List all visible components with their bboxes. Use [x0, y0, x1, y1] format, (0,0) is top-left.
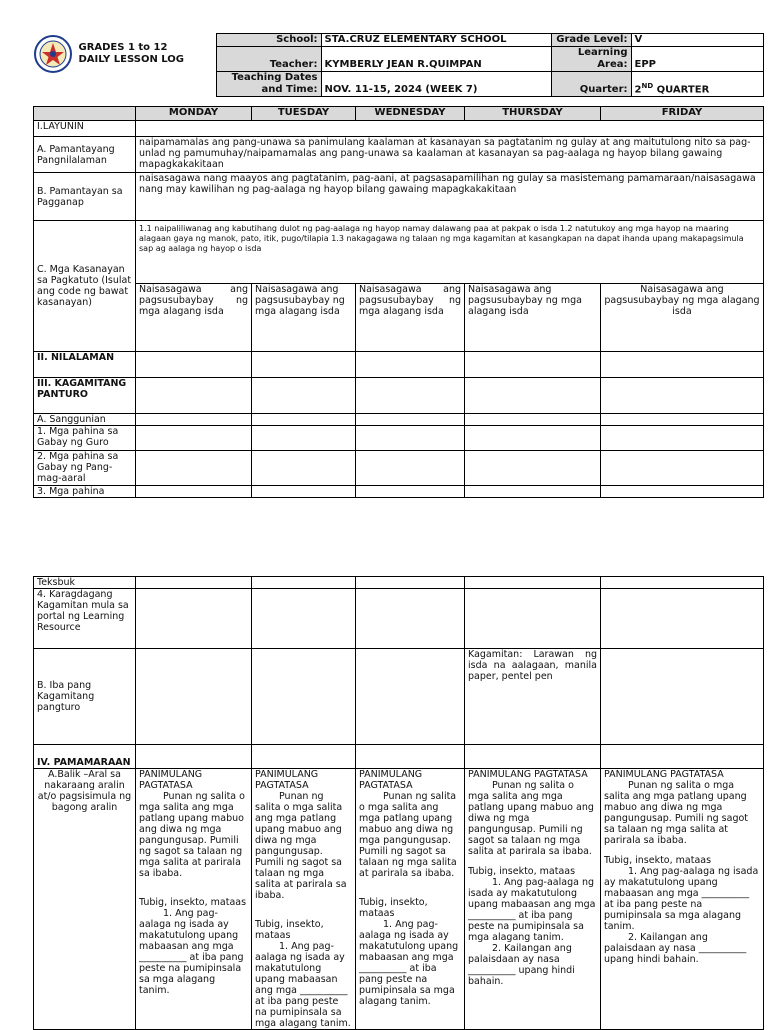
- day-friday: FRIDAY: [601, 107, 764, 121]
- row-pamamaraan: [34, 745, 764, 769]
- row-balik-aral: [34, 769, 764, 1030]
- balik-friday: PANIMULANG PAGTATASA Punan ng salita o mga salita ang mga patlang upang mabuo ang diwa ng mga pangungusap. Pumili ng sagot sa talaan ng mga salita at parirala sa ibaba. Tubig, insekto, mataas 1. Ang pag-aalaga ng isada ay makatutulong upang mabaasan ang mga __________ at iba pang peste na pumipinsala sa mga alagang tanim. 2. Kailangan ang palaisdaan ay nasa __________ upang hindi bahain.: [601, 769, 764, 1030]
- lesson-grid-page-1: [33, 106, 764, 498]
- pagganap-text: naisasagawa nang maayos ang pagtatanim, pag-aani, at pagsasapamilihan ng gulay sa masistemang pamamaraan/naisasagawa nang may kawilihan ng pag-aalaga ng hayop bilang gawaing mapagkakakitaan: [136, 173, 764, 221]
- iba-pang-label: B. Iba pang Kagamitang pangturo: [34, 649, 136, 745]
- row-gabay-guro: [34, 426, 764, 451]
- balik-label: A.Balik –Aral sa nakaraang aralin at/o pagsisimula ng bagong aralin: [34, 769, 136, 1030]
- pahina-label: 3. Mga pahina: [34, 486, 136, 498]
- pamantayang-text: naipamamalas ang pang-unawa sa panimulang kaalaman at kasanayan sa pagtatanim ng gulay at ang maitutulong nito sa pag-unlad ng pamumuhay/naipamamalas ang pang-unawa sa kaalaman at kasanayan sa pag-aalaga ng hayop bilang gawaing mapagkakakitaan: [136, 137, 764, 173]
- kasanayan-tuesday: Naisasagawa ang pagsusubaybay ng mga alagang isda: [252, 284, 356, 352]
- iba-pang-thursday: Kagamitan: Larawan ng isda na aalagaan, manila paper, pentel pen: [465, 649, 601, 745]
- area-label: Learning Area:: [551, 47, 631, 72]
- row-kasanayan-top: [34, 221, 764, 284]
- row-kasanayan-days: [34, 284, 764, 352]
- school-value: STA.CRUZ ELEMENTARY SCHOOL: [321, 34, 551, 47]
- kasanayan-monday: Naisasagawa ang pagsusubaybay ng mga alagang isda: [136, 284, 252, 352]
- day-thursday: THURSDAY: [465, 107, 601, 121]
- dates-value: NOV. 11-15, 2024 (WEEK 7): [321, 72, 551, 97]
- title-line-2: DAILY LESSON LOG: [78, 53, 185, 65]
- day-tuesday: TUESDAY: [252, 107, 356, 121]
- kasanayan-wednesday: Naisasagawa ang pagsusubaybay ng mga alagang isda: [356, 284, 465, 352]
- day-monday: MONDAY: [136, 107, 252, 121]
- balik-wednesday: PANIMULANG PAGTATASA Punan ng salita o mga salita ang mga patlang upang mabuo ang diwa ng mga pangungusap. Pumili ng sagot sa talaan ng mga salita at parirala sa ibaba. Tubig, insekto, mataas 1. Ang pag-aalaga ng isada ay makatutulong upang mabaasan ang mga __________ at iba pang peste na pumipinsala sa mga alagang tanim.: [356, 769, 465, 1030]
- header-table: [33, 33, 764, 97]
- layunin-label: I.LAYUNIN: [34, 121, 136, 137]
- nilalaman-label: II. NILALAMAN: [34, 352, 136, 378]
- teacher-value: KYMBERLY JEAN R.QUIMPAN: [321, 47, 551, 72]
- row-pahina-teksbuk-top: [34, 486, 764, 498]
- pamamaraan-label: IV. PAMAMARAAN: [34, 745, 136, 769]
- lesson-grid-page-2: [33, 576, 764, 1030]
- row-sanggunian: [34, 414, 764, 426]
- balik-tuesday: PANIMULANG PAGTATASA Punan ng salita o mga salita ang mga patlang upang mabuo ang diwa ng mga pangungusap. Pumili ng sagot sa talaan ng mga salita at parirala sa ibaba. Tubig, insekto, mataas 1. Ang pag-aalaga ng isada ay makatutulong upang mabaasan ang mga __________ at iba pang peste na pumipinsala sa mga alagang tanim.: [252, 769, 356, 1030]
- kagamitan-label: III. KAGAMITANG PANTURO: [34, 378, 136, 414]
- row-layunin: [34, 121, 764, 137]
- grade-label: Grade Level:: [551, 34, 631, 47]
- balik-monday: PANIMULANG PAGTATASA Punan ng salita o mga salita ang mga patlang upang mabuo ang diwa ng mga pangungusap. Pumili ng sagot sa talaan ng mga salita at parirala sa ibaba. Tubig, insekto, mataas 1. Ang pag-aalaga ng isada ay makatutulong upang mabaasan ang mga __________ at iba pang peste na pumipinsala sa mga alagang tanim.: [136, 769, 252, 1030]
- row-iba-pang: [34, 649, 764, 745]
- corner-cell: [34, 107, 136, 121]
- title-line-1: GRADES 1 to 12: [78, 41, 168, 53]
- row-gabay-aaral: [34, 451, 764, 486]
- school-label: School:: [216, 34, 321, 47]
- day-wednesday: WEDNESDAY: [356, 107, 465, 121]
- deped-title-cell: [33, 34, 216, 97]
- kasanayan-text: 1.1 naipaliliwanag ang kabutihang dulot ng pag-aalaga ng hayop namay dalawang paa at pakpak o isda 1.2 natutukoy ang mga hayop na maaring alagaan gaya ng manok, pato, itik, pugo/tilapia 1.3 nakagagawa ng talaan ng mga kagamitan at kasangkapan na dapat ihanda upang makapagsimula sap ag aalaga ng hayop o isda: [136, 221, 764, 284]
- days-header-row: [34, 107, 764, 121]
- gabay-aaral-label: 2. Mga pahina sa Gabay ng Pang-mag-aaral: [34, 451, 136, 486]
- row-pamantayang-pangnilalaman: [34, 137, 764, 173]
- row-nilalaman: [34, 352, 764, 378]
- deped-seal-icon: [33, 34, 73, 74]
- kasanayan-friday: Naisasagawa ang pagsusubaybay ng mga alagang isda: [601, 284, 764, 352]
- teacher-label: Teacher:: [216, 47, 321, 72]
- grade-value: V: [631, 34, 763, 47]
- kasanayan-thursday: Naisasagawa ang pagsusubaybay ng mga alagang isda: [465, 284, 601, 352]
- row-pahina-teksbuk-bottom: [34, 577, 764, 589]
- teksbuk-label: Teksbuk: [34, 577, 136, 589]
- row-pagganap: [34, 173, 764, 221]
- gabay-guro-label: 1. Mga pahina sa Gabay ng Guro: [34, 426, 136, 451]
- pamantayang-label: A. Pamantayang Pangnilalaman: [34, 137, 136, 173]
- pagganap-label: B. Pamantayan sa Pagganap: [34, 173, 136, 221]
- quarter-label: Quarter:: [551, 72, 631, 97]
- quarter-value: 2ND QUARTER: [631, 72, 763, 97]
- kasanayan-label: C. Mga Kasanayan sa Pagkatuto (Isulat ang code ng bawat kasanayan): [34, 221, 136, 352]
- layunin-cell: [136, 121, 764, 137]
- dates-label: Teaching Dates and Time:: [216, 72, 321, 97]
- row-karagdagang: [34, 589, 764, 649]
- sanggunian-label: A. Sanggunian: [34, 414, 136, 426]
- area-value: EPP: [631, 47, 763, 72]
- karagdagang-label: 4. Karagdagang Kagamitan mula sa portal ng Learning Resource: [34, 589, 136, 649]
- balik-thursday: PANIMULANG PAGTATASA Punan ng salita o mga salita ang mga patlang upang mabuo ang diwa ng mga pangungusap. Pumili ng sagot sa talaan ng mga salita at parirala sa ibaba. Tubig, insekto, mataas 1. Ang pag-aalaga ng isada ay makatutulong upang mabaasan ang mga __________ at iba pang peste na pumipinsala sa mga alagang tanim. 2. Kailangan ang palaisdaan ay nasa __________ upang hindi bahain.: [465, 769, 601, 1030]
- row-kagamitan: [34, 378, 764, 414]
